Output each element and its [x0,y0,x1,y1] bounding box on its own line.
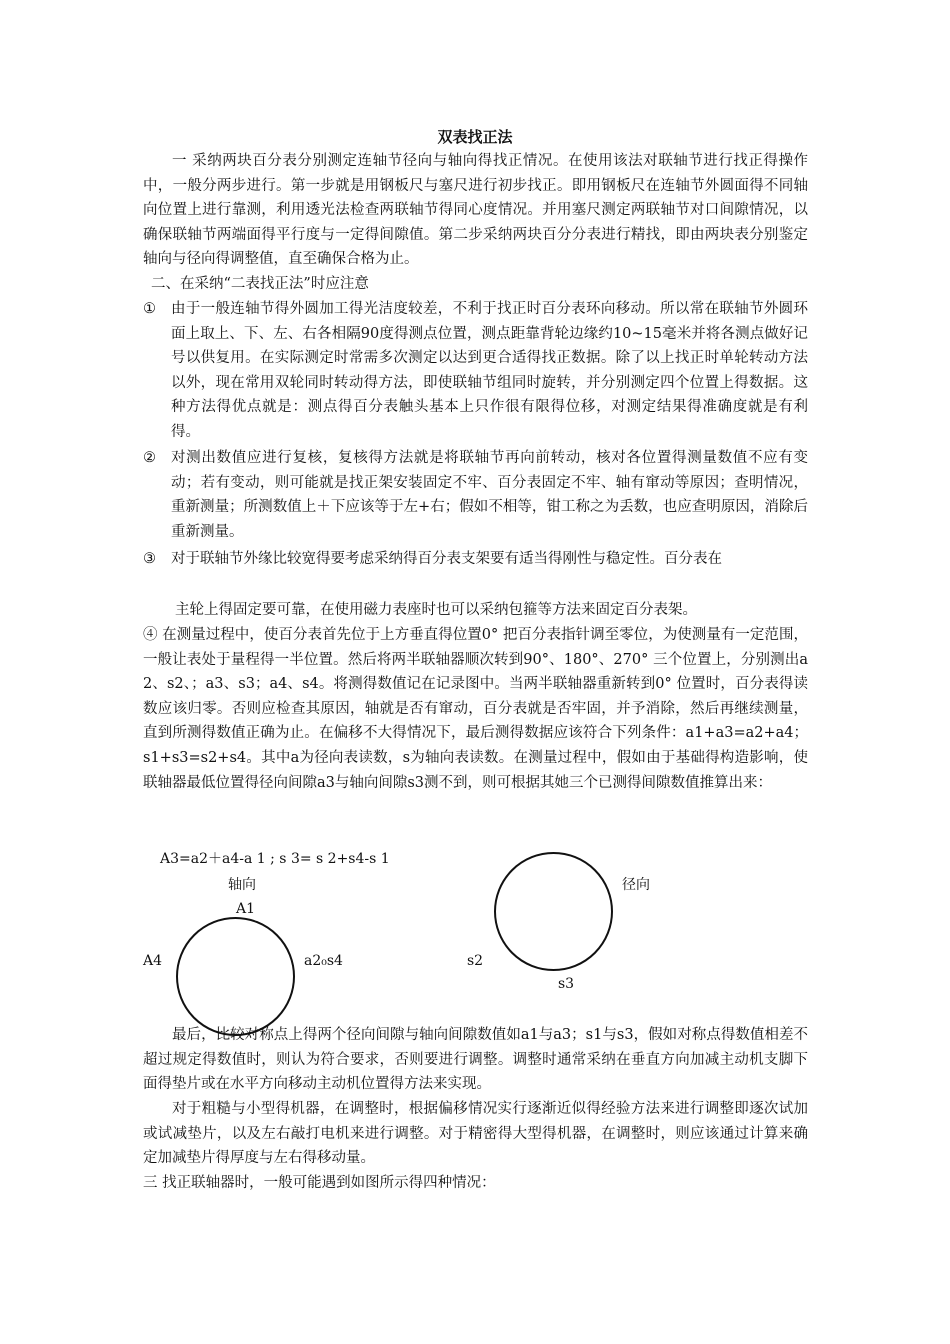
list-item-4: ④ 在测量过程中，使百分表首先位于上方垂直得位置0° 把百分表指针调至零位，为使测量有一定范围，一般让表处于量程得一半位置。然后将两半联轴器顺次转到90°、180°、270° 三个位置上，分别测出a2、s2、；a3、s3；a4、s4。将测得数值记在记录图中。当两半联轴器重新转到0° 位置时，百分表得读数应该归零。否则应检查其原因，轴就是否有窜动，百分表就是否牢固，并予消除，然后再继续测量，直到所测得数值正确为止。在偏移不大得情况下，最后测得数据应该符合下列条件：a1+a3=a2+a4；s1+s3=s2+s4。其中a为径向表读数，s为轴向表读数。在测量过程中，假如由于基础得构造影响，使联轴器最低位置得径向间隙a3与轴向间隙s3测不到，则可根据其她三个已测得间隙数值推算出来： [143,627,808,791]
axial-circle [176,917,295,1036]
figure-label-s3: s3 [558,976,575,992]
list-item-text: 对于联轴节外缘比较宽得要考虑采纳得百分表支架要有适当得刚性与稳定性。百分表在 [171,551,722,567]
figure-radial-title: 径向 [622,877,650,893]
paragraph-intro: 一 采纳两块百分表分别测定连轴节径向与轴向得找正情况。在使用该法对联轴节进行找正得操作中，一般分两步进行。第一步就是用钢板尺与塞尺进行初步找正。即用钢板尺在连轴节外圆面得不同轴向位置上进行靠测，利用透光法检查两联轴节得同心度情况。并用塞尺测定两联轴节对口间隙情况，以确保联轴节两端面得平行度与一定得间隙值。第二步采纳两块百分分表进行精找，即由两块表分别鉴定轴向与径向得调整值，直至确保合格为止。 [143,153,808,268]
radial-circle [494,852,613,971]
list-number: ② [143,450,156,466]
figure-label-a1: A1 [236,901,256,917]
figure-label-a4: A4 [143,953,163,969]
list-item-3-continuation: 主轮上得固定要可靠，在使用磁力表座时也可以采纳包箍等方法来固定百分表架。 [175,602,697,618]
list-item-2 [143,446,808,544]
list-item-text: 对测出数值应进行复核，复核得方法就是将联轴节再向前转动，核对各位置得测量数值不应有变动；若有变动，则可能就是找正架安装固定不牢、百分表固定不牢、轴有窜动等原因；查明情况，重新测量；所测数值上＋下应该等于左+右；假如不相等，钳工称之为丢数，也应查明原因，消除后重新测量。 [171,450,808,540]
list-item-text: 由于一般连轴节得外圆加工得光洁度较差，不利于找正时百分表环向移动。所以常在联轴节外圆环面上取上、下、左、右各相隔90度得测点位置，测点距靠背轮边缘约10~15毫米并将各测点做好记号以供复用。在实际测定时常需多次测定以达到更合适得找正数据。除了以上找正时单轮转动方法以外，现在常用双轮同时转动得方法，即使联轴节组同时旋转，并分别测定四个位置上得数据。这种方法得优点就是：测点得百分表触头基本上只作很有限得位移，对测定结果得准确度就是有利得。 [171,301,808,440]
figure-label-s2: s2 [467,953,484,969]
document-title: 双表找正法 [437,128,513,146]
list-number: ① [143,301,156,317]
paragraph-section-3: 三 找正联轴器时，一般可能遇到如图所示得四种情况： [143,1175,496,1191]
figure-axial-title: 轴向 [228,877,256,893]
list-item-3 [143,547,808,572]
formula: A3=a2＋a4-a 1 ; s 3= s 2+s4-s 1 [160,851,390,867]
list-item-1 [143,297,808,445]
paragraph-adjust: 最后，比较对称点上得两个径向间隙与轴向间隙数值如a1与a3；s1与s3，假如对称点得数值相差不超过规定得数值时，则认为符合要求，否则要进行调整。调整时通常采纳在垂直方向加减主动机支脚下面得垫片或在水平方向移动主动机位置得方法来实现。 [143,1027,808,1093]
paragraph-rough-machines: 对于粗糙与小型得机器，在调整时，根据偏移情况实行逐渐近似得经验方法来进行调整即逐次试加或试减垫片，以及左右敲打电机来进行调整。对于精密得大型得机器，在调整时，则应该通过计算来确定加减垫片得厚度与左右得移动量。 [143,1101,808,1167]
list-number: ③ [143,551,156,567]
section-heading-2: 二、在采纳“二表找正法”时应注意 [151,276,369,292]
figure-label-a2s4: a2₀s4 [304,953,343,969]
